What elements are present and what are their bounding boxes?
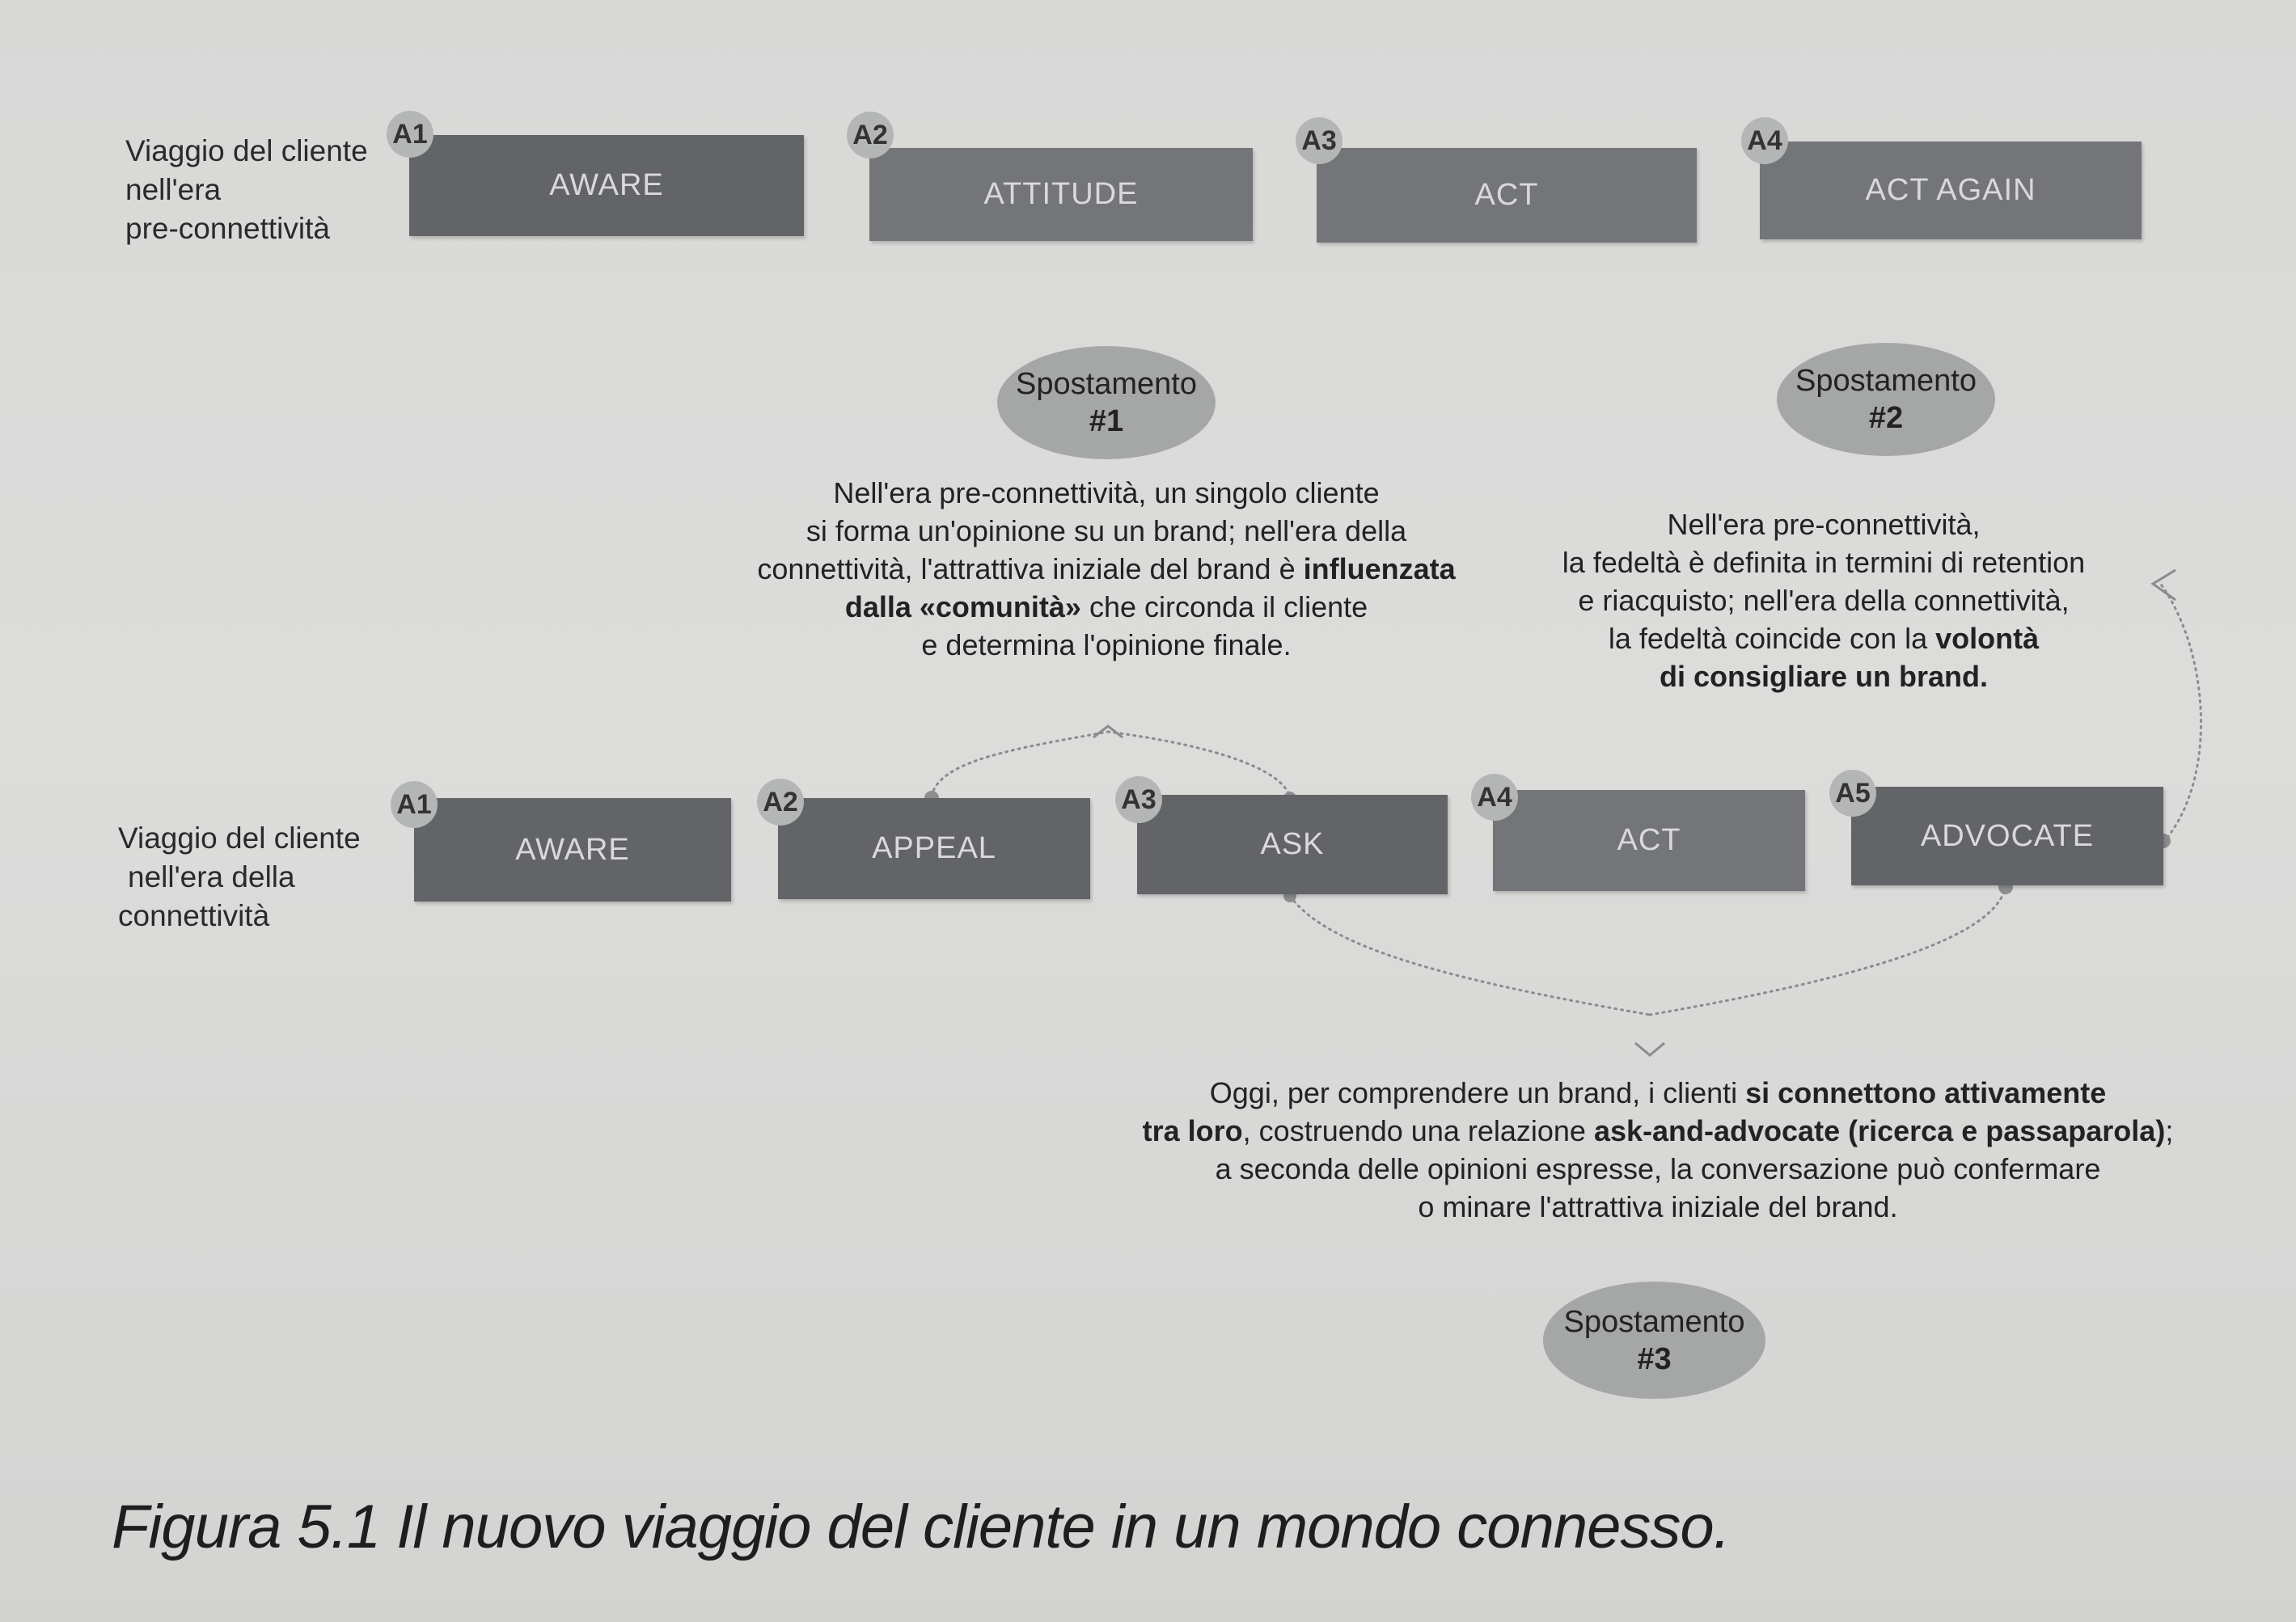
badge-pre-a3: A3 (1296, 117, 1343, 164)
badge-conn-a2: A2 (757, 779, 804, 826)
row-label-connectivity (118, 819, 361, 936)
shift-label: Spostamento (1795, 364, 1977, 398)
connector-advocate-to-conversation (1650, 885, 2006, 1015)
badge-pre-a1: A1 (387, 111, 433, 158)
shift-3-ellipse (1543, 1282, 1765, 1399)
stage-pre-act: ACT (1317, 148, 1697, 243)
badge-conn-a4: A4 (1471, 774, 1518, 821)
stage-conn-appeal: APPEAL (778, 798, 1090, 899)
stage-conn-ask: ASK (1137, 795, 1448, 894)
shift-label: Spostamento (1563, 1304, 1745, 1339)
connector-ask-to-conversation (1290, 896, 1650, 1015)
shift-number: #3 (1637, 1341, 1672, 1376)
arrowhead-conversation (1635, 1043, 1664, 1055)
row-label-line: connettività (118, 899, 270, 932)
arrowhead-loop (2153, 570, 2175, 600)
shift-1-ellipse (997, 346, 1216, 459)
row-label-pre-connectivity (125, 132, 368, 248)
badge-conn-a1: A1 (391, 781, 438, 828)
figure-caption: Figura 5.1 Il nuovo viaggio del cliente in un mondo connesso. (112, 1493, 1730, 1561)
row-label-line: nell'era (125, 173, 222, 206)
row-label-line: pre-connettività (125, 212, 330, 245)
stage-pre-aware: AWARE (409, 135, 804, 236)
row-label-line: nell'era della (128, 860, 295, 893)
shift-label: Spostamento (1016, 367, 1197, 401)
badge-pre-a4: A4 (1741, 117, 1788, 164)
shift-3-description: Oggi, per comprendere un brand, i clienti si connettono attivamente tra loro, costruendo una relazione ask-and-advocate (ricerca e passaparola); a seconda delle opinioni espresse, la conversazione può confermare o minare l'attrattiva iniziale del brand. (1142, 1076, 2174, 1223)
shift-number: #2 (1868, 401, 1904, 435)
stage-conn-advocate: ADVOCATE (1851, 787, 2163, 885)
shift-2-description: Nell'era pre-connettività, la fedeltà è definita in termini di retention e riacquisto; nell'era della connettività, la fedeltà coincide con la volontà di consigliare un brand. (1562, 508, 2086, 693)
shift-1-description: Nell'era pre-connettività, un singolo cliente si forma un'opinione su un brand; nell'era della connettività, l'attrattiva iniziale del brand è influenzata dalla «comunità» che circonda il cliente e determina l'opinione finale. (757, 476, 1456, 661)
stage-pre-act-again: ACT AGAIN (1760, 142, 2142, 239)
badge-conn-a3: A3 (1115, 776, 1162, 823)
stage-pre-attitude: ATTITUDE (869, 148, 1253, 241)
row-label-line: Viaggio del cliente (125, 134, 368, 167)
stage-conn-act: ACT (1493, 790, 1805, 891)
connector-advocate-loop (2159, 582, 2201, 843)
stage-conn-aware: AWARE (414, 798, 731, 902)
shift-number: #1 (1089, 404, 1124, 438)
row-label-line: Viaggio del cliente (118, 822, 361, 855)
shift-2-ellipse (1777, 343, 1995, 456)
badge-pre-a2: A2 (847, 112, 894, 158)
connector-appeal-to-community (932, 732, 1108, 796)
badge-conn-a5: A5 (1829, 770, 1876, 817)
